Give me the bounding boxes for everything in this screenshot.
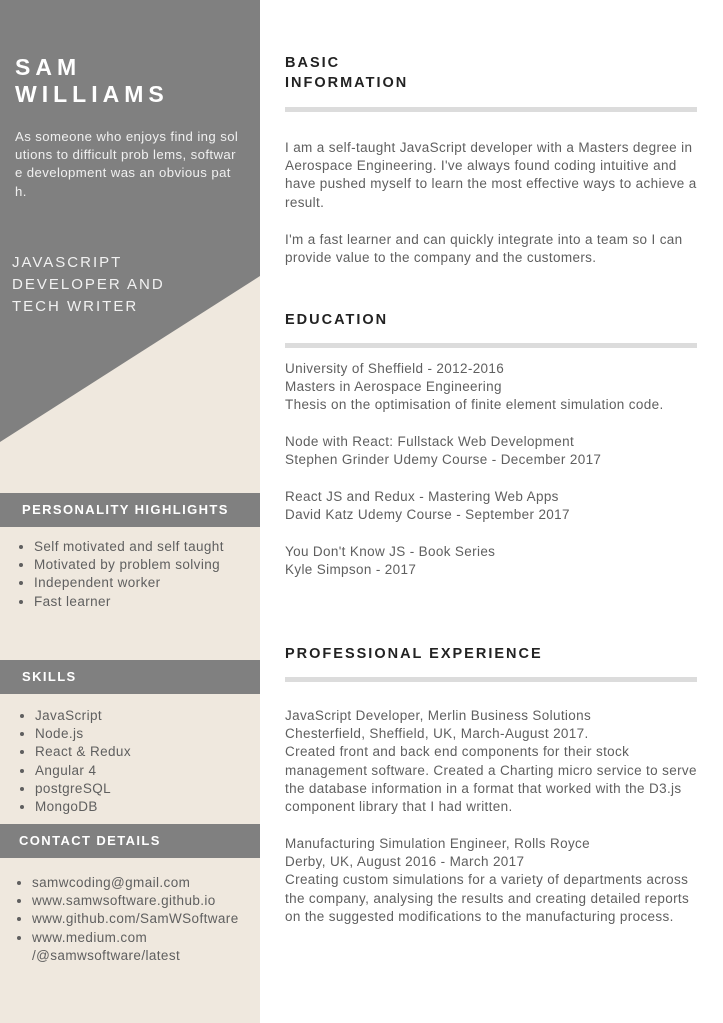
experience-heading: PROFESSIONAL EXPERIENCE: [285, 646, 543, 662]
education-line: You Don't Know JS - Book Series: [285, 544, 496, 559]
skills-list: [15, 707, 235, 816]
list-item: • Self motivated and self taught: [34, 538, 234, 556]
name-first: SAM: [15, 54, 82, 80]
education-entry: [285, 488, 705, 524]
education-line: Masters in Aerospace Engineering: [285, 379, 502, 395]
list-item: • Angular 4: [35, 762, 235, 780]
job-description: Creating custom simulations for a variety of departments across the company, analysing the results and creating detailed reports on the suggested modifications to the manufacturing process.: [285, 872, 690, 924]
website-link[interactable]: • www.samwsoftware.github.io: [32, 892, 270, 910]
list-item: • React & Redux: [35, 743, 235, 761]
job-location-date: Chesterfield, Sheffield, UK, March-August 2017.: [285, 726, 589, 742]
job-location-date: Derby, UK, August 2016 - March 2017: [285, 854, 525, 870]
github-link[interactable]: • www.github.com/SamWSoftware: [32, 910, 270, 928]
section-divider: [285, 677, 697, 682]
sidebar: [0, 0, 260, 1023]
education-line: React JS and Redux - Mastering Web Apps: [285, 489, 559, 504]
job-title: Manufacturing Simulation Engineer, Rolls Royce: [285, 836, 590, 851]
job-description: Created front and back end components for their stock management software. Created a Charting micro service to serve the database information in a format that worked with the D3.js component library that I had written.: [285, 744, 697, 815]
personality-list: [14, 538, 234, 611]
list-item: • Motivated by problem solving: [34, 556, 234, 574]
education-entry: [285, 433, 705, 469]
experience-entry: [285, 707, 705, 816]
basic-info-heading: [285, 53, 408, 93]
role-line: JAVASCRIPT: [12, 254, 123, 271]
list-item: • MongoDB: [35, 798, 235, 816]
job-title: JavaScript Developer, Merlin Business Solutions: [285, 708, 592, 723]
section-divider: [285, 343, 697, 348]
candidate-name: [15, 54, 169, 108]
education-line: Stephen Grinder Udemy Course - December 2017: [285, 452, 602, 468]
basic-info-paragraph: I'm a fast learner and can quickly integrate into a team so I can provide value to the company and the customers.: [285, 232, 683, 266]
personality-heading: PERSONALITY HIGHLIGHTS: [0, 493, 260, 527]
role-line: TECH WRITER: [12, 298, 139, 315]
contact-list: [12, 874, 270, 965]
education-line: Node with React: Fullstack Web Development: [285, 434, 575, 449]
list-item: • Independent worker: [34, 574, 234, 592]
education-heading: EDUCATION: [285, 312, 389, 328]
education-line: Thesis on the optimisation of finite element simulation code.: [285, 397, 664, 413]
experience-entry: [285, 835, 705, 926]
role-line: DEVELOPER AND: [12, 276, 165, 293]
heading-line: BASIC: [285, 55, 341, 71]
heading-line: INFORMATION: [285, 75, 409, 91]
list-item: • postgreSQL: [35, 780, 235, 798]
education-entry: [285, 360, 705, 415]
education-entry: [285, 543, 705, 579]
job-role: [12, 252, 212, 318]
contact-heading: CONTACT DETAILS: [0, 824, 260, 858]
intro-text: As someone who enjoys find ing solutions to difficult prob lems, software development was an obvious path.: [15, 129, 239, 199]
name-last: WILLIAMS: [15, 81, 169, 107]
email-link[interactable]: • samwcoding@gmail.com: [32, 874, 270, 892]
list-item: • Fast learner: [34, 593, 234, 611]
medium-link[interactable]: • www.medium.com /@samwsoftware/latest: [32, 929, 270, 965]
list-item: • JavaScript: [35, 707, 235, 725]
education-line: David Katz Udemy Course - September 2017: [285, 507, 570, 523]
education-line: University of Sheffield - 2012-2016: [285, 361, 505, 376]
list-item: • Node.js: [35, 725, 235, 743]
section-divider: [285, 107, 697, 112]
basic-info-paragraph: I am a self-taught JavaScript developer with a Masters degree in Aerospace Engineering. I've always found coding intuitive and have pushed myself to learn the most effective ways to achieve a result.: [285, 140, 697, 210]
education-line: Kyle Simpson - 2017: [285, 562, 417, 578]
skills-heading: SKILLS: [0, 660, 260, 694]
